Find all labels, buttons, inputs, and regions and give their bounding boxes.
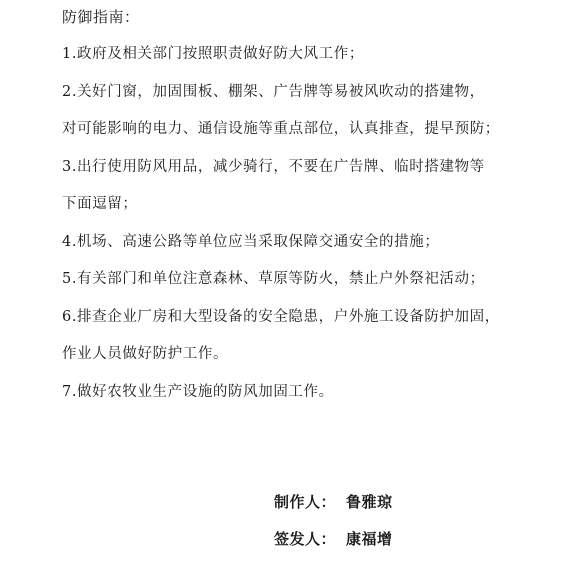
- guide-item-1: 1.政府及相关部门按照职责做好防大风工作；: [62, 46, 364, 62]
- maker-label: 制作人：: [274, 493, 337, 511]
- guide-item-5: 5.有关部门和单位注意森林、草原等防火，禁止户外祭祀活动；: [62, 271, 485, 287]
- issuer-name: 康福增: [346, 530, 393, 548]
- guide-item-7: 7.做好农牧业生产设施的防风加固工作。: [62, 384, 334, 400]
- maker-name: 鲁雅琼: [346, 493, 393, 511]
- guide-item-4: 4.机场、高速公路等单位应当采取保障交通安全的措施；: [62, 234, 440, 250]
- issuer-signature: [274, 528, 393, 549]
- guide-item-3: 3.出行使用防风用品，减少骑行，不要在广告牌、临时搭建物等: [62, 159, 485, 175]
- issuer-label: 签发人：: [274, 530, 337, 548]
- guide-item-3-continued: 下面逗留；: [62, 196, 138, 212]
- guide-item-2-continued: 对可能影响的电力、通信设施等重点部位，认真排查，提早预防；: [62, 121, 500, 137]
- guide-item-2: 2.关好门窗，加固围板、棚架、广告牌等易被风吹动的搭建物，: [62, 84, 485, 100]
- guide-heading: 防御指南：: [62, 8, 140, 26]
- guide-item-6-continued: 作业人员做好防护工作。: [62, 346, 229, 362]
- maker-signature: [274, 491, 393, 512]
- guide-item-6: 6.排查企业厂房和大型设备的安全隐患，户外施工设备防护加固，: [62, 309, 500, 325]
